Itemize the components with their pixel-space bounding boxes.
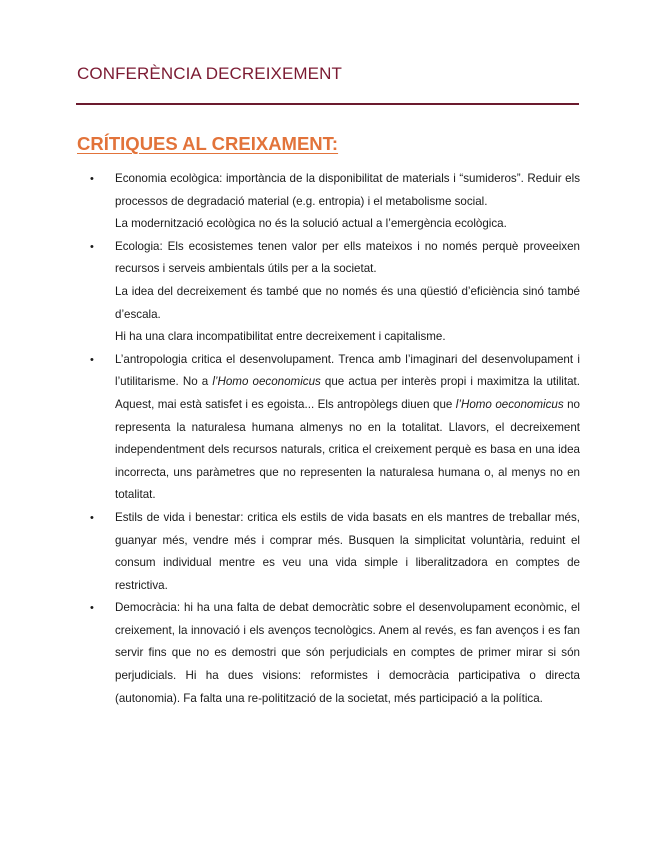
list-item — [90, 349, 580, 507]
bullet-icon: • — [90, 240, 94, 253]
bullet-icon: • — [90, 173, 94, 185]
paragraph: Hi ha una clara incompatibilitat entre decreixement i capitalisme. — [115, 330, 446, 344]
header-divider — [76, 103, 579, 105]
document-title: CONFERÈNCIA DECREIXEMENT — [77, 64, 342, 83]
paragraph — [115, 349, 580, 507]
text-run: no representa la naturalesa humana almenys no en la totalitat. Llavors, el decreixement independentment dels recursos naturals, critica el creixement perquè es basa en una idea incorrecta, uns paràmetres que no representen la naturalesa humana o, al menys no en totalitat. — [115, 397, 580, 502]
list-item — [90, 597, 580, 710]
bullet-icon: • — [90, 511, 94, 524]
bullet-icon: • — [90, 353, 94, 366]
paragraph: La modernització ecològica no és la solució actual a l’emergència ecològica. — [115, 217, 507, 231]
bullet-icon: • — [90, 602, 94, 615]
list-item — [90, 236, 580, 349]
text-run: que actua per interès propi i maximitza la utilitat. Aquest, mai està satisfet i es egoista... Els antropòlegs diuen que — [115, 375, 580, 411]
text-run: L’antropologia critica el desenvolupament. Trenca amb l’imaginari del desenvolupament i l’utilitarisme. No a — [115, 352, 580, 389]
bullet-list — [90, 168, 580, 710]
paragraph: Democràcia: hi ha una falta de debat democràtic sobre el desenvolupament econòmic, el creixement, la innovació i els avenços tecnològics. Anem al revés, es fan avenços i es fan servir fins que no es demostri que són perjudicials en comptes de primer mirar si són perjudicials. Hi ha dues visions: reformistes i democràcia participativa o directa (autonomia). Fa falta una re-politització de la societat, més participació a la política. — [115, 601, 580, 705]
paragraph: Estils de vida i benestar: critica els estils de vida basats en els mantres de treballar més, guanyar més, vendre més i comprar més. Busquen la simplicitat voluntària, reduint el consum individual mentre es veu una vida simple i liberalitzadora en comptes de restrictiva. — [115, 510, 580, 592]
paragraph: La idea del decreixement és també que no només és una qüestió d’eficiència sinó també d’escala. — [115, 284, 580, 321]
emphasis-term: l’Homo oeconomicus — [455, 397, 564, 411]
paragraph: Ecologia: Els ecosistemes tenen valor per ells mateixos i no només perquè proveeixen recursos i serveis ambientals útils per a la societat. — [115, 239, 580, 276]
paragraph: Economia ecològica: importància de la disponibilitat de materials i “sumideros”. Reduir els processos de degradació material (e.g. entropia) i el metabolisme social. — [115, 172, 580, 208]
emphasis-term: l’Homo oeconomicus — [212, 375, 321, 389]
section-heading: CRÍTIQUES AL CREIXAMENT: — [77, 133, 339, 154]
list-item — [90, 507, 580, 597]
list-item — [90, 168, 580, 236]
